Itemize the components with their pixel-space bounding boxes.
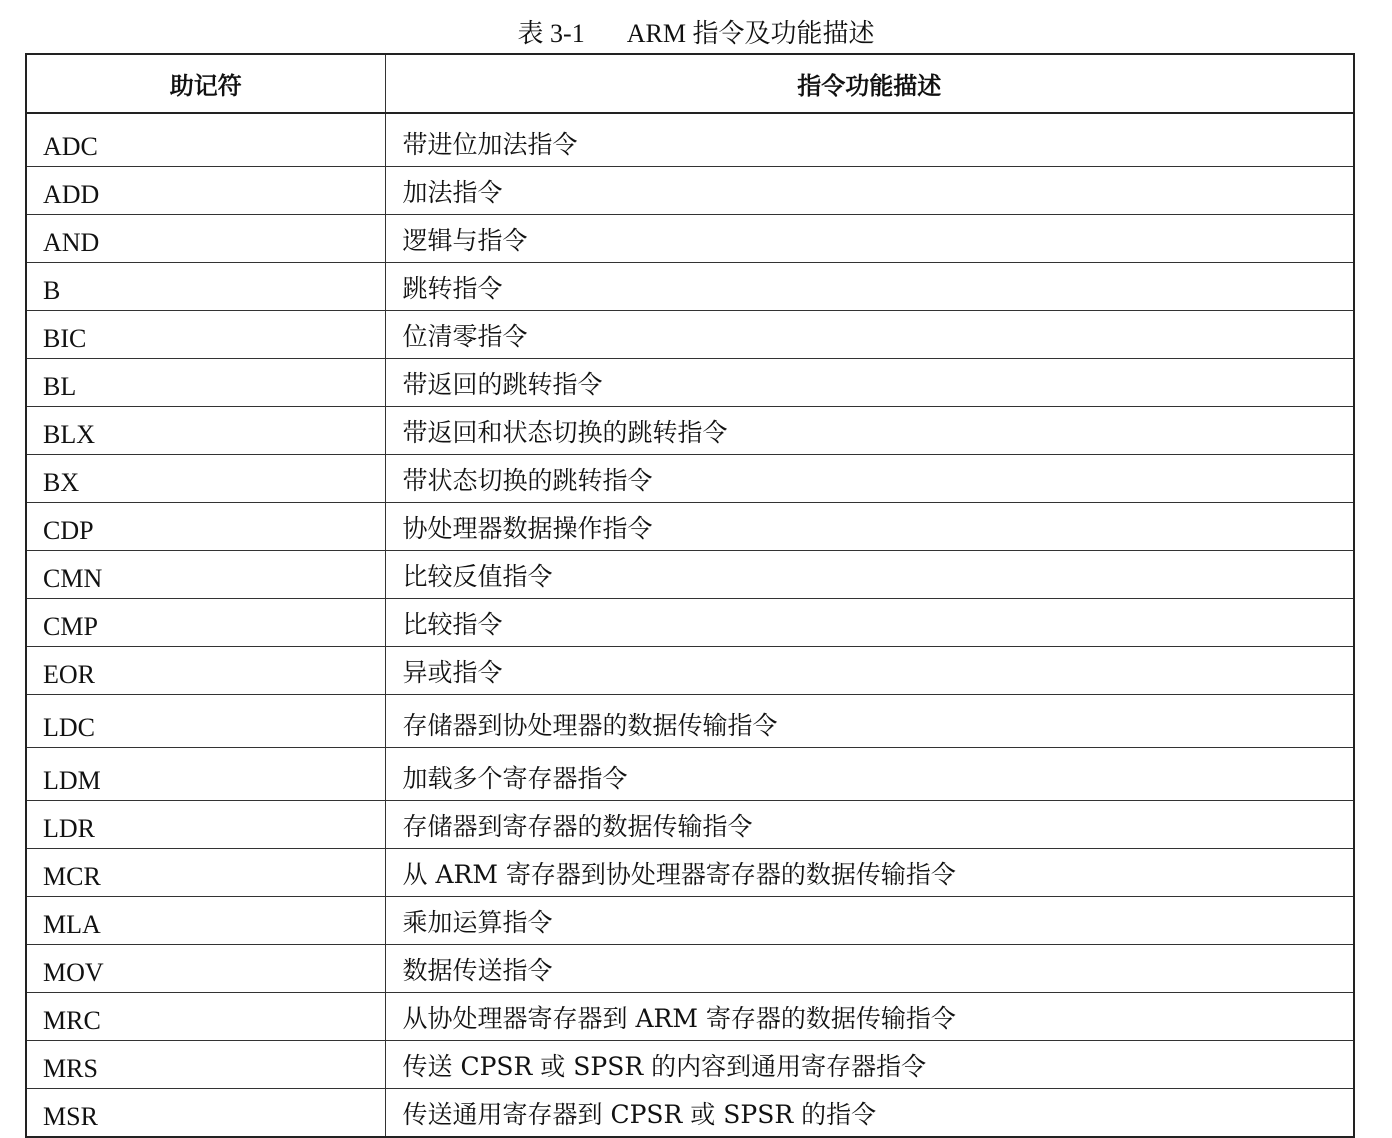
description-cell: 加载多个寄存器指令 bbox=[385, 748, 1354, 801]
mnemonic-cell: CMP bbox=[26, 599, 385, 647]
mnemonic-cell: MSR bbox=[26, 1089, 385, 1138]
table-body bbox=[26, 113, 1354, 1137]
mnemonic-cell: BL bbox=[26, 359, 385, 407]
mnemonic-cell: MLA bbox=[26, 897, 385, 945]
table-title: ARM 指令及功能描述 bbox=[626, 19, 875, 48]
description-cell: 从 ARM 寄存器到协处理器寄存器的数据传输指令 bbox=[385, 849, 1354, 897]
mnemonic-cell: LDC bbox=[26, 695, 385, 748]
table-row bbox=[26, 503, 1354, 551]
table-row bbox=[26, 647, 1354, 695]
table-row bbox=[26, 695, 1354, 748]
mnemonic-cell: BX bbox=[26, 455, 385, 503]
description-cell: 存储器到协处理器的数据传输指令 bbox=[385, 695, 1354, 748]
table-row bbox=[26, 215, 1354, 263]
description-cell: 协处理器数据操作指令 bbox=[385, 503, 1354, 551]
table-row bbox=[26, 455, 1354, 503]
mnemonic-cell: MRC bbox=[26, 993, 385, 1041]
table-row bbox=[26, 993, 1354, 1041]
table-row bbox=[26, 1041, 1354, 1089]
mnemonic-cell: ADC bbox=[26, 113, 385, 167]
description-cell: 带状态切换的跳转指令 bbox=[385, 455, 1354, 503]
description-cell: 比较反值指令 bbox=[385, 551, 1354, 599]
mnemonic-cell: EOR bbox=[26, 647, 385, 695]
description-cell: 逻辑与指令 bbox=[385, 215, 1354, 263]
table-row bbox=[26, 801, 1354, 849]
table-row bbox=[26, 113, 1354, 167]
table-row bbox=[26, 263, 1354, 311]
table-row bbox=[26, 407, 1354, 455]
header-description: 指令功能描述 bbox=[385, 54, 1354, 113]
mnemonic-cell: AND bbox=[26, 215, 385, 263]
description-cell: 带返回和状态切换的跳转指令 bbox=[385, 407, 1354, 455]
description-cell: 乘加运算指令 bbox=[385, 897, 1354, 945]
header-mnemonic: 助记符 bbox=[26, 54, 385, 113]
description-cell: 从协处理器寄存器到 ARM 寄存器的数据传输指令 bbox=[385, 993, 1354, 1041]
mnemonic-cell: B bbox=[26, 263, 385, 311]
description-cell: 跳转指令 bbox=[385, 263, 1354, 311]
table-header bbox=[26, 54, 1354, 113]
description-cell: 带进位加法指令 bbox=[385, 113, 1354, 167]
table-row bbox=[26, 359, 1354, 407]
table-number: 表 3-1 bbox=[517, 19, 585, 48]
mnemonic-cell: MRS bbox=[26, 1041, 385, 1089]
table-row bbox=[26, 167, 1354, 215]
table-row bbox=[26, 945, 1354, 993]
mnemonic-cell: MOV bbox=[26, 945, 385, 993]
table-row bbox=[26, 1089, 1354, 1138]
mnemonic-cell: MCR bbox=[26, 849, 385, 897]
description-cell: 存储器到寄存器的数据传输指令 bbox=[385, 801, 1354, 849]
description-cell: 比较指令 bbox=[385, 599, 1354, 647]
description-cell: 数据传送指令 bbox=[385, 945, 1354, 993]
description-cell: 传送通用寄存器到 CPSR 或 SPSR 的指令 bbox=[385, 1089, 1354, 1138]
mnemonic-cell: BLX bbox=[26, 407, 385, 455]
mnemonic-cell: LDR bbox=[26, 801, 385, 849]
header-row bbox=[26, 54, 1354, 113]
table-row bbox=[26, 599, 1354, 647]
table-caption bbox=[0, 14, 1392, 54]
mnemonic-cell: LDM bbox=[26, 748, 385, 801]
description-cell: 传送 CPSR 或 SPSR 的内容到通用寄存器指令 bbox=[385, 1041, 1354, 1089]
description-cell: 带返回的跳转指令 bbox=[385, 359, 1354, 407]
mnemonic-cell: CDP bbox=[26, 503, 385, 551]
description-cell: 异或指令 bbox=[385, 647, 1354, 695]
table-row bbox=[26, 849, 1354, 897]
description-cell: 加法指令 bbox=[385, 167, 1354, 215]
mnemonic-cell: BIC bbox=[26, 311, 385, 359]
description-cell: 位清零指令 bbox=[385, 311, 1354, 359]
mnemonic-cell: ADD bbox=[26, 167, 385, 215]
table-row bbox=[26, 897, 1354, 945]
table-row bbox=[26, 311, 1354, 359]
table-row bbox=[26, 551, 1354, 599]
arm-instruction-table bbox=[25, 53, 1355, 1138]
mnemonic-cell: CMN bbox=[26, 551, 385, 599]
table-row bbox=[26, 748, 1354, 801]
